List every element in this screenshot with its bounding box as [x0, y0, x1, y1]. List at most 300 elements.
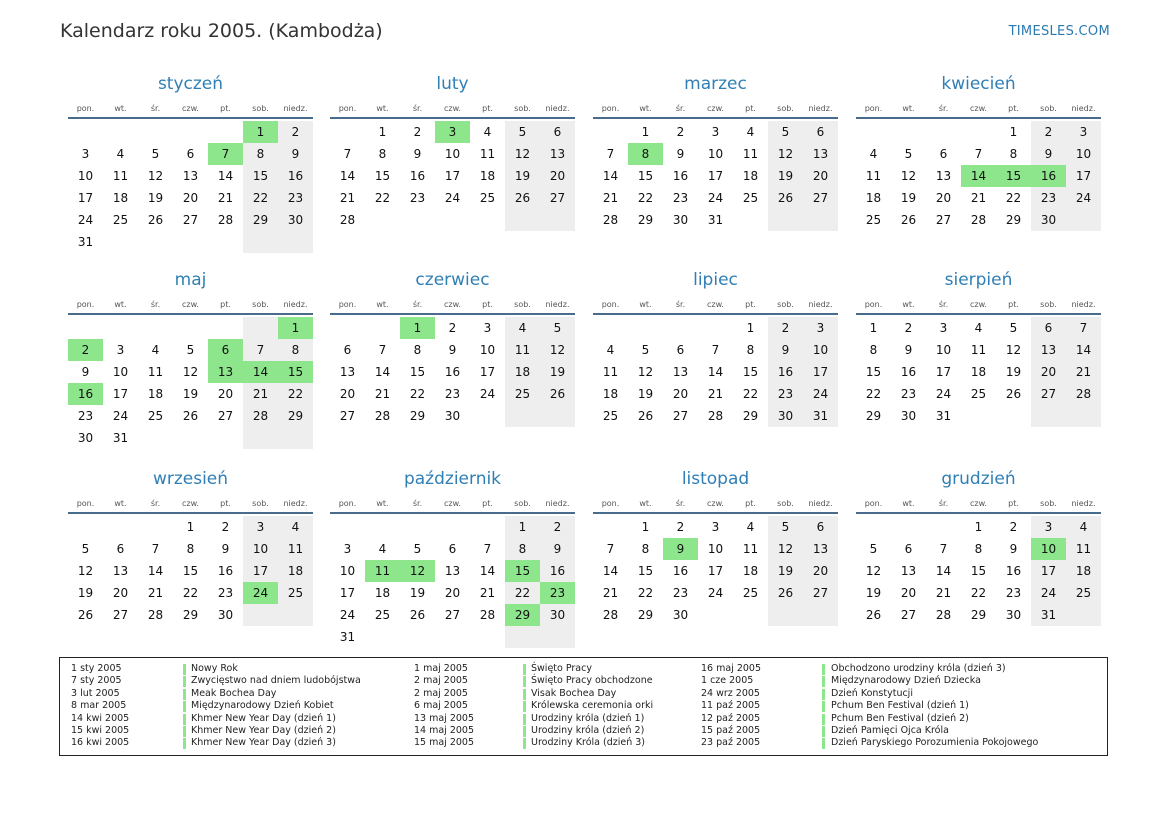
day-cell[interactable]: 26: [777, 586, 794, 600]
day-cell[interactable]: 19: [900, 191, 917, 205]
day-cell[interactable]: 19: [77, 586, 94, 600]
day-cell[interactable]: 6: [816, 520, 825, 534]
day-cell[interactable]: 10: [252, 542, 269, 556]
day-cell[interactable]: 2: [413, 125, 422, 139]
day-cell[interactable]: 2: [904, 321, 913, 335]
day-cell[interactable]: 1: [186, 520, 195, 534]
holiday-day-cell[interactable]: 10: [1031, 538, 1066, 560]
holiday-day-cell[interactable]: 14: [961, 165, 996, 187]
holiday-day-cell[interactable]: 15: [505, 560, 540, 582]
day-cell[interactable]: 12: [777, 147, 794, 161]
day-cell[interactable]: 3: [1044, 520, 1053, 534]
holiday-day-cell[interactable]: 13: [208, 361, 243, 383]
day-cell[interactable]: 23: [217, 586, 234, 600]
day-cell[interactable]: 11: [602, 365, 619, 379]
day-cell[interactable]: 26: [777, 191, 794, 205]
day-cell[interactable]: 30: [287, 213, 304, 227]
day-cell[interactable]: 22: [252, 191, 269, 205]
day-cell[interactable]: 28: [970, 213, 987, 227]
day-cell[interactable]: 9: [221, 542, 230, 556]
day-cell[interactable]: 9: [553, 542, 562, 556]
holiday-day-cell[interactable]: 1: [278, 317, 313, 339]
day-cell[interactable]: 28: [707, 409, 724, 423]
day-cell[interactable]: 6: [676, 343, 685, 357]
day-cell[interactable]: 15: [865, 365, 882, 379]
day-cell[interactable]: 14: [1075, 343, 1092, 357]
day-cell[interactable]: 5: [553, 321, 562, 335]
day-cell[interactable]: 7: [378, 343, 387, 357]
day-cell[interactable]: 31: [935, 409, 952, 423]
day-cell[interactable]: 6: [904, 542, 913, 556]
day-cell[interactable]: 8: [974, 542, 983, 556]
day-cell[interactable]: 30: [672, 213, 689, 227]
day-cell[interactable]: 13: [182, 169, 199, 183]
day-cell[interactable]: 22: [182, 586, 199, 600]
day-cell[interactable]: 17: [339, 586, 356, 600]
day-cell[interactable]: 20: [1040, 365, 1057, 379]
day-cell[interactable]: 7: [343, 147, 352, 161]
day-cell[interactable]: 7: [711, 343, 720, 357]
holiday-day-cell[interactable]: 23: [540, 582, 575, 604]
day-cell[interactable]: 17: [935, 365, 952, 379]
day-cell[interactable]: 21: [252, 387, 269, 401]
day-cell[interactable]: 18: [479, 169, 496, 183]
day-cell[interactable]: 5: [781, 520, 790, 534]
day-cell[interactable]: 24: [1075, 191, 1092, 205]
day-cell[interactable]: 17: [444, 169, 461, 183]
day-cell[interactable]: 5: [413, 542, 422, 556]
day-cell[interactable]: 10: [707, 542, 724, 556]
day-cell[interactable]: 21: [602, 191, 619, 205]
holiday-day-cell[interactable]: 9: [663, 538, 698, 560]
day-cell[interactable]: 28: [1075, 387, 1092, 401]
day-cell[interactable]: 31: [112, 431, 129, 445]
day-cell[interactable]: 26: [1005, 387, 1022, 401]
day-cell[interactable]: 30: [777, 409, 794, 423]
day-cell[interactable]: 25: [742, 191, 759, 205]
holiday-day-cell[interactable]: 29: [505, 604, 540, 626]
day-cell[interactable]: 6: [816, 125, 825, 139]
day-cell[interactable]: 15: [374, 169, 391, 183]
day-cell[interactable]: 30: [672, 608, 689, 622]
day-cell[interactable]: 16: [672, 564, 689, 578]
day-cell[interactable]: 27: [900, 608, 917, 622]
day-cell[interactable]: 22: [409, 387, 426, 401]
holiday-day-cell[interactable]: 2: [68, 339, 103, 361]
day-cell[interactable]: 14: [707, 365, 724, 379]
day-cell[interactable]: 21: [1075, 365, 1092, 379]
day-cell[interactable]: 11: [970, 343, 987, 357]
day-cell[interactable]: 13: [444, 564, 461, 578]
day-cell[interactable]: 21: [217, 191, 234, 205]
day-cell[interactable]: 25: [865, 213, 882, 227]
day-cell[interactable]: 5: [518, 125, 527, 139]
day-cell[interactable]: 3: [343, 542, 352, 556]
day-cell[interactable]: 10: [339, 564, 356, 578]
day-cell[interactable]: 11: [287, 542, 304, 556]
day-cell[interactable]: 23: [287, 191, 304, 205]
day-cell[interactable]: 25: [147, 409, 164, 423]
day-cell[interactable]: 2: [448, 321, 457, 335]
day-cell[interactable]: 30: [444, 409, 461, 423]
day-cell[interactable]: 26: [514, 191, 531, 205]
day-cell[interactable]: 25: [742, 586, 759, 600]
day-cell[interactable]: 19: [637, 387, 654, 401]
day-cell[interactable]: 19: [514, 169, 531, 183]
day-cell[interactable]: 22: [637, 191, 654, 205]
day-cell[interactable]: 19: [865, 586, 882, 600]
day-cell[interactable]: 5: [869, 542, 878, 556]
day-cell[interactable]: 24: [707, 191, 724, 205]
day-cell[interactable]: 5: [781, 125, 790, 139]
day-cell[interactable]: 4: [869, 147, 878, 161]
day-cell[interactable]: 28: [217, 213, 234, 227]
day-cell[interactable]: 29: [252, 213, 269, 227]
day-cell[interactable]: 20: [672, 387, 689, 401]
day-cell[interactable]: 11: [147, 365, 164, 379]
day-cell[interactable]: 30: [900, 409, 917, 423]
day-cell[interactable]: 2: [553, 520, 562, 534]
day-cell[interactable]: 11: [1075, 542, 1092, 556]
day-cell[interactable]: 5: [904, 147, 913, 161]
day-cell[interactable]: 20: [444, 586, 461, 600]
day-cell[interactable]: 7: [606, 542, 615, 556]
day-cell[interactable]: 22: [865, 387, 882, 401]
holiday-day-cell[interactable]: 15: [996, 165, 1031, 187]
day-cell[interactable]: 10: [1075, 147, 1092, 161]
day-cell[interactable]: 30: [1040, 213, 1057, 227]
day-cell[interactable]: 2: [221, 520, 230, 534]
day-cell[interactable]: 8: [291, 343, 300, 357]
day-cell[interactable]: 8: [746, 343, 755, 357]
day-cell[interactable]: 7: [1079, 321, 1088, 335]
day-cell[interactable]: 28: [602, 213, 619, 227]
day-cell[interactable]: 1: [746, 321, 755, 335]
day-cell[interactable]: 3: [939, 321, 948, 335]
day-cell[interactable]: 24: [339, 608, 356, 622]
day-cell[interactable]: 27: [549, 191, 566, 205]
day-cell[interactable]: 3: [256, 520, 265, 534]
day-cell[interactable]: 3: [816, 321, 825, 335]
day-cell[interactable]: 10: [444, 147, 461, 161]
day-cell[interactable]: 19: [182, 387, 199, 401]
day-cell[interactable]: 2: [291, 125, 300, 139]
day-cell[interactable]: 28: [935, 608, 952, 622]
day-cell[interactable]: 11: [742, 147, 759, 161]
day-cell[interactable]: 16: [777, 365, 794, 379]
day-cell[interactable]: 6: [1044, 321, 1053, 335]
day-cell[interactable]: 17: [1040, 564, 1057, 578]
day-cell[interactable]: 22: [637, 586, 654, 600]
day-cell[interactable]: 14: [339, 169, 356, 183]
day-cell[interactable]: 17: [1075, 169, 1092, 183]
day-cell[interactable]: 20: [812, 564, 829, 578]
day-cell[interactable]: 11: [742, 542, 759, 556]
day-cell[interactable]: 13: [812, 542, 829, 556]
day-cell[interactable]: 27: [339, 409, 356, 423]
day-cell[interactable]: 13: [1040, 343, 1057, 357]
day-cell[interactable]: 16: [409, 169, 426, 183]
day-cell[interactable]: 17: [252, 564, 269, 578]
day-cell[interactable]: 29: [637, 608, 654, 622]
day-cell[interactable]: 27: [182, 213, 199, 227]
day-cell[interactable]: 27: [112, 608, 129, 622]
day-cell[interactable]: 4: [1079, 520, 1088, 534]
day-cell[interactable]: 27: [444, 608, 461, 622]
day-cell[interactable]: 20: [549, 169, 566, 183]
day-cell[interactable]: 5: [151, 147, 160, 161]
day-cell[interactable]: 31: [812, 409, 829, 423]
day-cell[interactable]: 13: [339, 365, 356, 379]
day-cell[interactable]: 11: [112, 169, 129, 183]
day-cell[interactable]: 13: [812, 147, 829, 161]
day-cell[interactable]: 14: [602, 564, 619, 578]
day-cell[interactable]: 21: [339, 191, 356, 205]
day-cell[interactable]: 25: [112, 213, 129, 227]
day-cell[interactable]: 3: [711, 520, 720, 534]
day-cell[interactable]: 16: [444, 365, 461, 379]
day-cell[interactable]: 13: [672, 365, 689, 379]
day-cell[interactable]: 24: [444, 191, 461, 205]
day-cell[interactable]: 26: [147, 213, 164, 227]
day-cell[interactable]: 29: [637, 213, 654, 227]
day-cell[interactable]: 26: [549, 387, 566, 401]
day-cell[interactable]: 13: [112, 564, 129, 578]
day-cell[interactable]: 23: [1005, 586, 1022, 600]
day-cell[interactable]: 4: [518, 321, 527, 335]
day-cell[interactable]: 11: [514, 343, 531, 357]
day-cell[interactable]: 20: [900, 586, 917, 600]
day-cell[interactable]: 10: [935, 343, 952, 357]
holiday-day-cell[interactable]: 7: [208, 143, 243, 165]
day-cell[interactable]: 4: [291, 520, 300, 534]
day-cell[interactable]: 14: [602, 169, 619, 183]
day-cell[interactable]: 24: [77, 213, 94, 227]
day-cell[interactable]: 9: [448, 343, 457, 357]
day-cell[interactable]: 14: [374, 365, 391, 379]
day-cell[interactable]: 30: [217, 608, 234, 622]
day-cell[interactable]: 23: [409, 191, 426, 205]
day-cell[interactable]: 12: [777, 542, 794, 556]
day-cell[interactable]: 1: [641, 520, 650, 534]
day-cell[interactable]: 2: [676, 520, 685, 534]
day-cell[interactable]: 24: [1040, 586, 1057, 600]
day-cell[interactable]: 24: [479, 387, 496, 401]
day-cell[interactable]: 25: [514, 387, 531, 401]
day-cell[interactable]: 28: [252, 409, 269, 423]
day-cell[interactable]: 8: [378, 147, 387, 161]
day-cell[interactable]: 17: [707, 169, 724, 183]
day-cell[interactable]: 28: [339, 213, 356, 227]
holiday-day-cell[interactable]: 11: [365, 560, 400, 582]
day-cell[interactable]: 9: [1009, 542, 1018, 556]
day-cell[interactable]: 24: [935, 387, 952, 401]
day-cell[interactable]: 23: [777, 387, 794, 401]
day-cell[interactable]: 2: [676, 125, 685, 139]
day-cell[interactable]: 26: [409, 608, 426, 622]
day-cell[interactable]: 26: [900, 213, 917, 227]
day-cell[interactable]: 19: [147, 191, 164, 205]
day-cell[interactable]: 3: [81, 147, 90, 161]
day-cell[interactable]: 17: [707, 564, 724, 578]
day-cell[interactable]: 27: [812, 191, 829, 205]
day-cell[interactable]: 6: [939, 147, 948, 161]
day-cell[interactable]: 15: [637, 169, 654, 183]
day-cell[interactable]: 4: [483, 125, 492, 139]
day-cell[interactable]: 7: [974, 147, 983, 161]
day-cell[interactable]: 18: [602, 387, 619, 401]
day-cell[interactable]: 1: [974, 520, 983, 534]
day-cell[interactable]: 18: [374, 586, 391, 600]
day-cell[interactable]: 27: [935, 213, 952, 227]
day-cell[interactable]: 12: [182, 365, 199, 379]
day-cell[interactable]: 4: [974, 321, 983, 335]
day-cell[interactable]: 21: [707, 387, 724, 401]
day-cell[interactable]: 12: [865, 564, 882, 578]
day-cell[interactable]: 2: [1044, 125, 1053, 139]
day-cell[interactable]: 4: [746, 520, 755, 534]
day-cell[interactable]: 25: [1075, 586, 1092, 600]
day-cell[interactable]: 18: [970, 365, 987, 379]
day-cell[interactable]: 27: [812, 586, 829, 600]
day-cell[interactable]: 10: [77, 169, 94, 183]
day-cell[interactable]: 15: [970, 564, 987, 578]
day-cell[interactable]: 18: [514, 365, 531, 379]
day-cell[interactable]: 8: [869, 343, 878, 357]
day-cell[interactable]: 6: [116, 542, 125, 556]
day-cell[interactable]: 29: [287, 409, 304, 423]
day-cell[interactable]: 21: [602, 586, 619, 600]
day-cell[interactable]: 25: [602, 409, 619, 423]
day-cell[interactable]: 28: [147, 608, 164, 622]
day-cell[interactable]: 7: [256, 343, 265, 357]
day-cell[interactable]: 30: [549, 608, 566, 622]
day-cell[interactable]: 5: [81, 542, 90, 556]
day-cell[interactable]: 5: [186, 343, 195, 357]
day-cell[interactable]: 4: [116, 147, 125, 161]
day-cell[interactable]: 1: [1009, 125, 1018, 139]
holiday-day-cell[interactable]: 12: [400, 560, 435, 582]
day-cell[interactable]: 19: [777, 169, 794, 183]
holiday-day-cell[interactable]: 6: [208, 339, 243, 361]
day-cell[interactable]: 23: [900, 387, 917, 401]
holiday-day-cell[interactable]: 16: [1031, 165, 1066, 187]
day-cell[interactable]: 22: [970, 586, 987, 600]
day-cell[interactable]: 12: [1005, 343, 1022, 357]
day-cell[interactable]: 17: [812, 365, 829, 379]
day-cell[interactable]: 8: [413, 343, 422, 357]
day-cell[interactable]: 31: [1040, 608, 1057, 622]
day-cell[interactable]: 12: [514, 147, 531, 161]
day-cell[interactable]: 1: [518, 520, 527, 534]
day-cell[interactable]: 6: [186, 147, 195, 161]
day-cell[interactable]: 15: [409, 365, 426, 379]
day-cell[interactable]: 15: [182, 564, 199, 578]
day-cell[interactable]: 9: [413, 147, 422, 161]
day-cell[interactable]: 29: [409, 409, 426, 423]
day-cell[interactable]: 20: [339, 387, 356, 401]
day-cell[interactable]: 12: [549, 343, 566, 357]
site-logo[interactable]: TIMESLES.COM: [1008, 24, 1110, 39]
day-cell[interactable]: 22: [287, 387, 304, 401]
day-cell[interactable]: 15: [637, 564, 654, 578]
day-cell[interactable]: 16: [672, 169, 689, 183]
day-cell[interactable]: 18: [742, 564, 759, 578]
day-cell[interactable]: 4: [746, 125, 755, 139]
day-cell[interactable]: 7: [606, 147, 615, 161]
day-cell[interactable]: 8: [186, 542, 195, 556]
holiday-day-cell[interactable]: 1: [243, 121, 278, 143]
day-cell[interactable]: 6: [448, 542, 457, 556]
day-cell[interactable]: 29: [865, 409, 882, 423]
day-cell[interactable]: 1: [641, 125, 650, 139]
day-cell[interactable]: 9: [1044, 147, 1053, 161]
day-cell[interactable]: 19: [549, 365, 566, 379]
day-cell[interactable]: 3: [483, 321, 492, 335]
day-cell[interactable]: 7: [151, 542, 160, 556]
day-cell[interactable]: 19: [1005, 365, 1022, 379]
day-cell[interactable]: 13: [549, 147, 566, 161]
day-cell[interactable]: 26: [637, 409, 654, 423]
day-cell[interactable]: 25: [287, 586, 304, 600]
day-cell[interactable]: 9: [291, 147, 300, 161]
holiday-day-cell[interactable]: 15: [278, 361, 313, 383]
day-cell[interactable]: 5: [641, 343, 650, 357]
day-cell[interactable]: 1: [378, 125, 387, 139]
day-cell[interactable]: 8: [1009, 147, 1018, 161]
day-cell[interactable]: 25: [479, 191, 496, 205]
day-cell[interactable]: 14: [479, 564, 496, 578]
day-cell[interactable]: 21: [935, 586, 952, 600]
day-cell[interactable]: 27: [217, 409, 234, 423]
day-cell[interactable]: 10: [479, 343, 496, 357]
day-cell[interactable]: 31: [707, 213, 724, 227]
day-cell[interactable]: 13: [935, 169, 952, 183]
day-cell[interactable]: 14: [935, 564, 952, 578]
day-cell[interactable]: 18: [287, 564, 304, 578]
day-cell[interactable]: 16: [900, 365, 917, 379]
day-cell[interactable]: 12: [147, 169, 164, 183]
day-cell[interactable]: 3: [711, 125, 720, 139]
day-cell[interactable]: 20: [217, 387, 234, 401]
day-cell[interactable]: 25: [970, 387, 987, 401]
day-cell[interactable]: 21: [374, 387, 391, 401]
day-cell[interactable]: 10: [707, 147, 724, 161]
holiday-day-cell[interactable]: 8: [628, 143, 663, 165]
day-cell[interactable]: 16: [549, 564, 566, 578]
day-cell[interactable]: 12: [637, 365, 654, 379]
day-cell[interactable]: 28: [602, 608, 619, 622]
day-cell[interactable]: 20: [112, 586, 129, 600]
day-cell[interactable]: 14: [217, 169, 234, 183]
day-cell[interactable]: 8: [256, 147, 265, 161]
day-cell[interactable]: 18: [1075, 564, 1092, 578]
day-cell[interactable]: 2: [781, 321, 790, 335]
day-cell[interactable]: 31: [339, 630, 356, 644]
day-cell[interactable]: 12: [900, 169, 917, 183]
day-cell[interactable]: 24: [812, 387, 829, 401]
day-cell[interactable]: 29: [970, 608, 987, 622]
day-cell[interactable]: 10: [812, 343, 829, 357]
day-cell[interactable]: 18: [147, 387, 164, 401]
day-cell[interactable]: 21: [970, 191, 987, 205]
day-cell[interactable]: 16: [217, 564, 234, 578]
day-cell[interactable]: 26: [182, 409, 199, 423]
day-cell[interactable]: 30: [1005, 608, 1022, 622]
day-cell[interactable]: 4: [606, 343, 615, 357]
day-cell[interactable]: 9: [676, 147, 685, 161]
day-cell[interactable]: 29: [742, 409, 759, 423]
